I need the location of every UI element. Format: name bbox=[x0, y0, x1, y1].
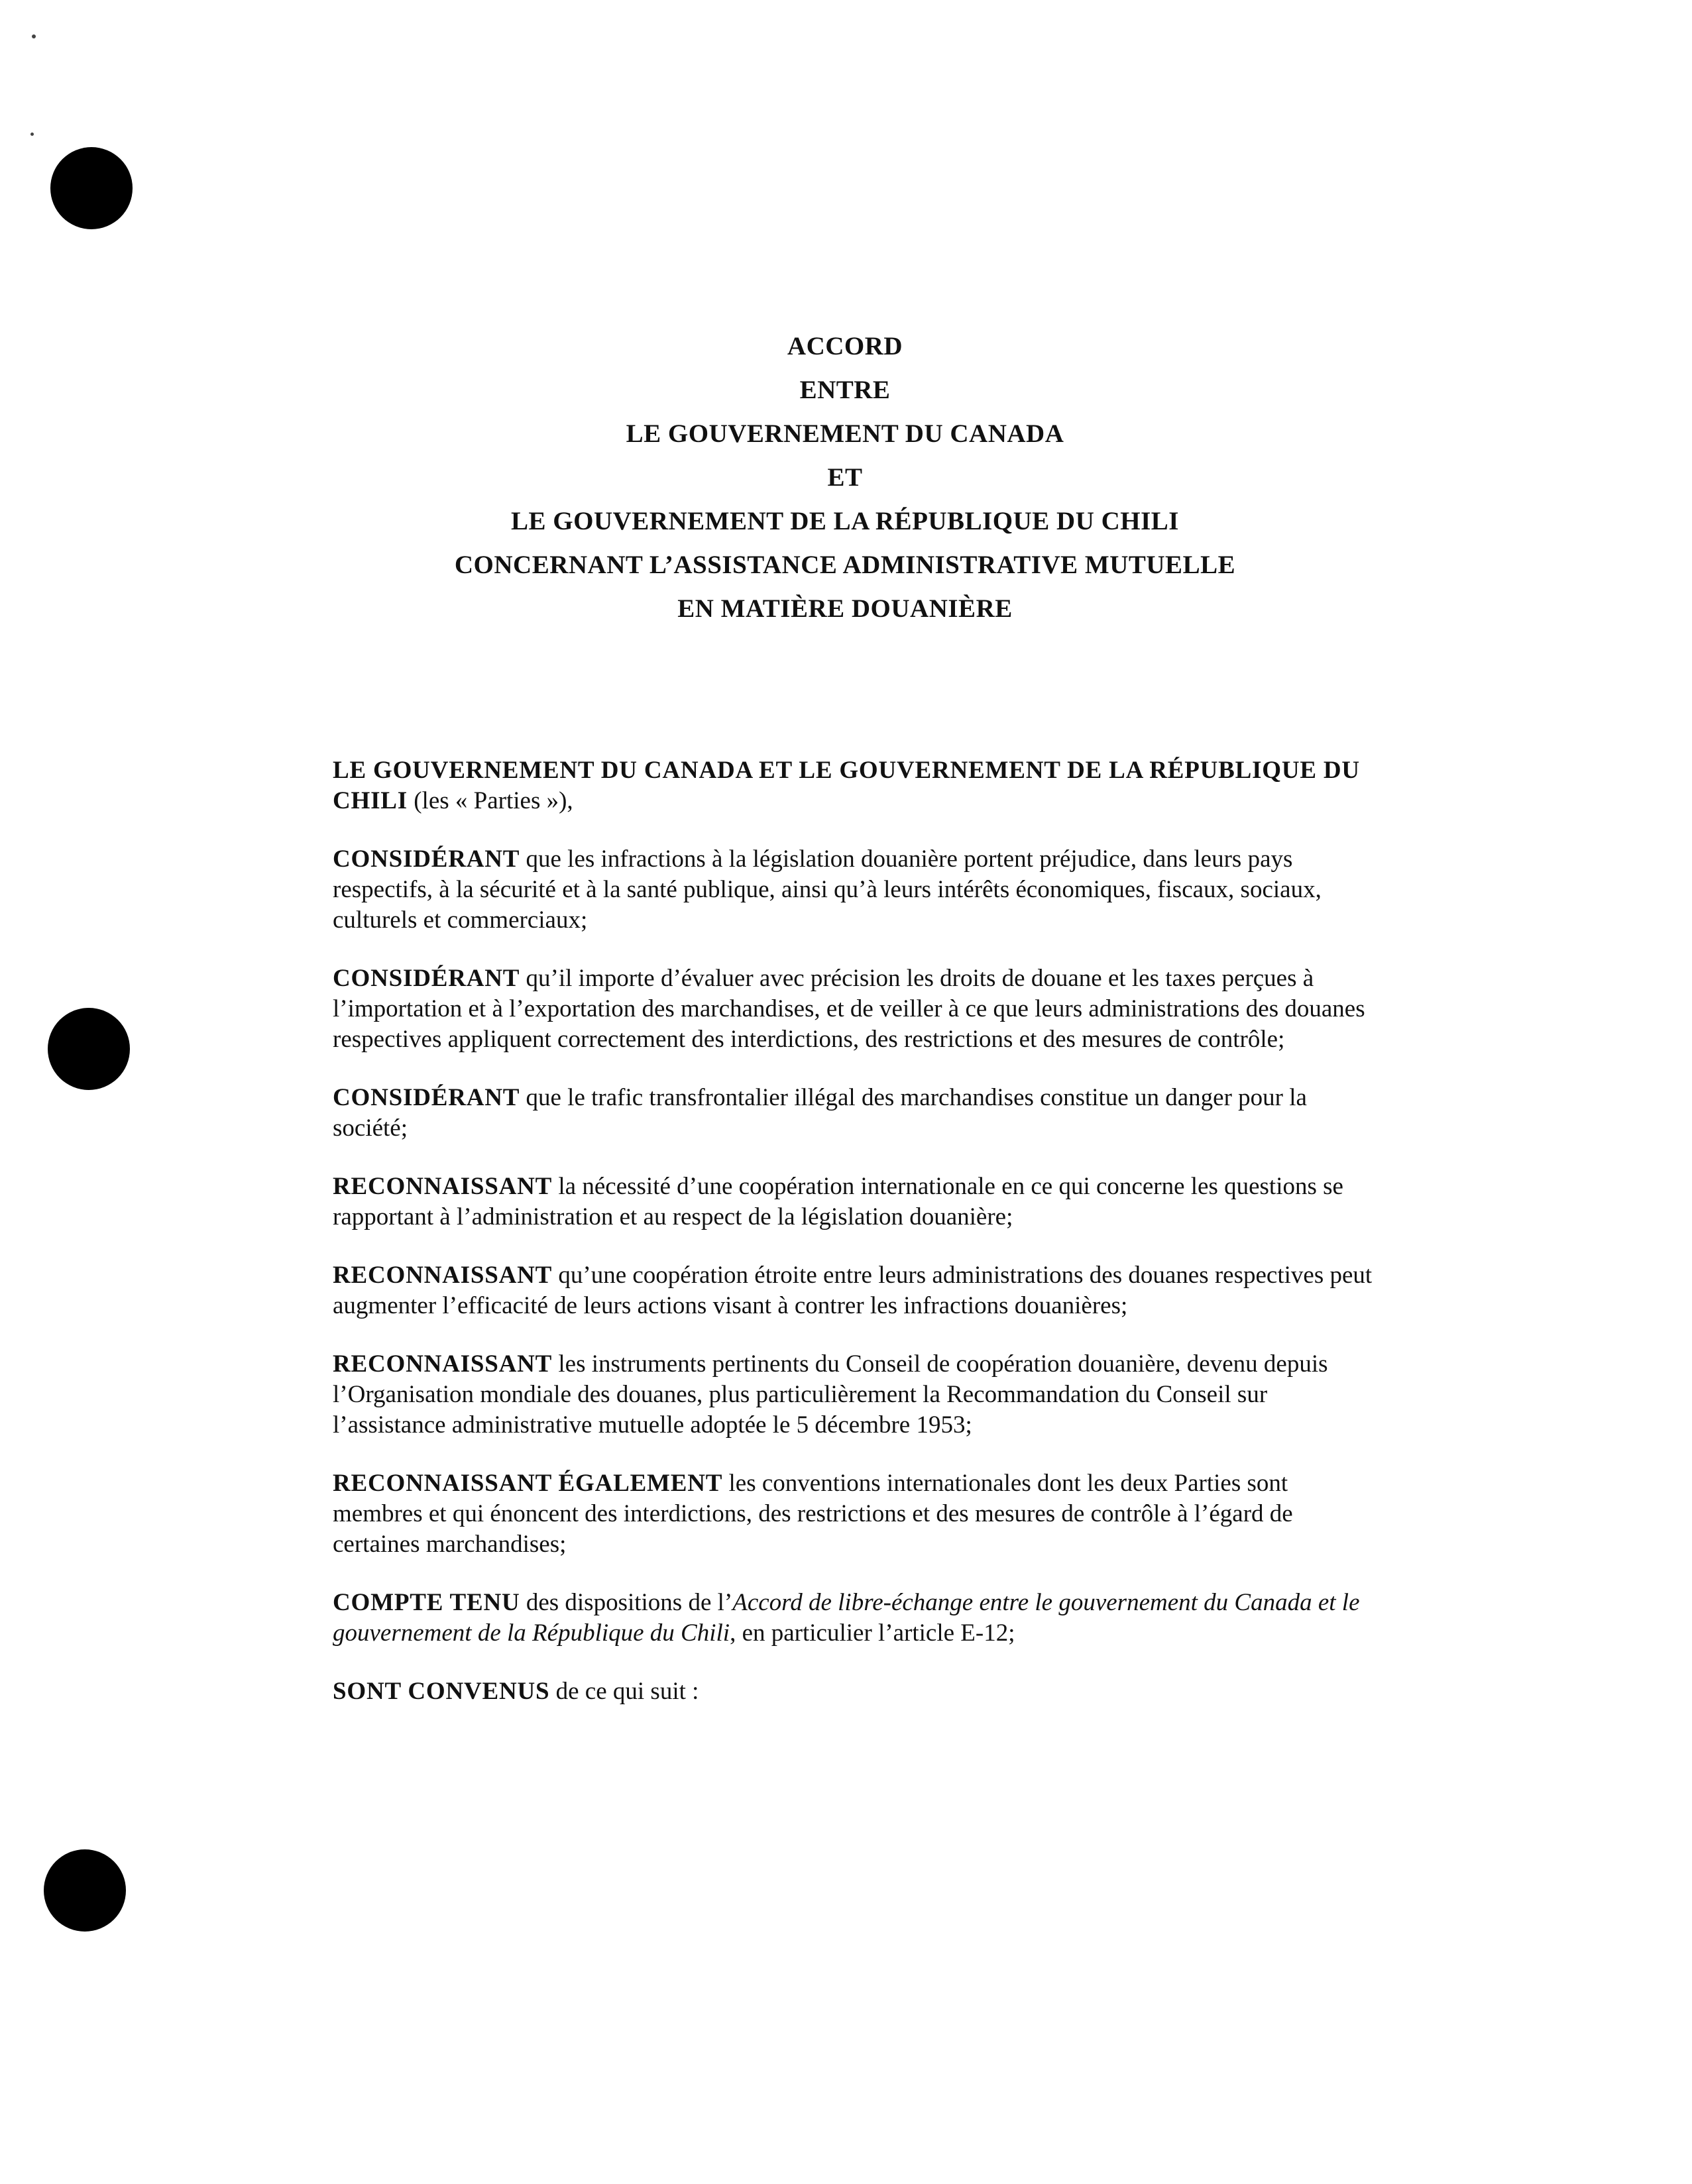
punch-hole-top bbox=[50, 147, 133, 229]
preamble-paragraph bbox=[333, 1468, 1380, 1560]
preamble-paragraph bbox=[333, 1260, 1380, 1321]
paragraph-text: les instruments pertinents du Conseil de coopération douanière, devenu depuis l’Organisation mondiale des douanes, plus particulièrement la Recommandation du Conseil sur l’assistance administrative mutuelle adoptée le 5 décembre 1953; bbox=[333, 1350, 1328, 1439]
paragraph-text: les conventions internationales dont les deux Parties sont membres et qui énoncent des interdictions, des restrictions et des mesures de contrôle à l’égard de certaines marchandises; bbox=[333, 1470, 1293, 1558]
paragraph-text: que le trafic transfrontalier illégal des marchandises constitue un danger pour la société; bbox=[333, 1084, 1307, 1142]
paragraph-text: qu’une coopération étroite entre leurs administrations des douanes respectives peut augmenter l’efficacité de leurs actions visant à contrer les infractions douanières; bbox=[333, 1262, 1373, 1319]
scan-speck bbox=[32, 34, 36, 38]
preamble-paragraph bbox=[333, 844, 1380, 936]
paragraph-text: , en particulier l’article E-12; bbox=[730, 1619, 1015, 1647]
title-line: ACCORD bbox=[787, 332, 903, 360]
title-line: EN MATIÈRE DOUANIÈRE bbox=[677, 594, 1013, 623]
punch-hole-middle bbox=[48, 1008, 130, 1090]
title-line: LE GOUVERNEMENT DU CANADA bbox=[626, 419, 1064, 448]
parties-lead: LE GOUVERNEMENT DU CANADA ET LE GOUVERNEMENT DE LA RÉPUBLIQUE DU CHILI bbox=[333, 757, 1360, 814]
scan-speck bbox=[30, 133, 34, 136]
paragraph-lead: CONSIDÉRANT bbox=[333, 965, 520, 992]
parties-paragraph bbox=[333, 755, 1380, 816]
paragraph-text: des dispositions de l’ bbox=[520, 1589, 733, 1616]
paragraph-text: de ce qui suit : bbox=[549, 1678, 699, 1705]
title-line: ET bbox=[827, 463, 863, 492]
closing-paragraph bbox=[333, 1676, 1380, 1707]
title-line: LE GOUVERNEMENT DE LA RÉPUBLIQUE DU CHILI bbox=[511, 507, 1179, 535]
paragraph-lead: RECONNAISSANT bbox=[333, 1350, 553, 1378]
preamble-paragraph bbox=[333, 1349, 1380, 1441]
paragraph-lead: SONT CONVENUS bbox=[333, 1678, 550, 1705]
parties-rest: (les « Parties »), bbox=[407, 787, 573, 814]
treaty-title: Accord de libre-échange entre le gouvernement du Canada et le gouvernement de la République du Chili bbox=[333, 1589, 1360, 1647]
title-line: ENTRE bbox=[799, 376, 891, 404]
preamble-paragraph bbox=[333, 1083, 1380, 1144]
preamble bbox=[333, 755, 1380, 1735]
paragraph-lead: CONSIDÉRANT bbox=[333, 1084, 520, 1111]
paragraph-text: que les infractions à la législation douanière portent préjudice, dans leurs pays respectifs, à la sécurité et à la santé publique, ainsi qu’à leurs intérêts économiques, fiscaux, sociaux, culturels et commerciaux; bbox=[333, 846, 1322, 934]
paragraph-lead: RECONNAISSANT ÉGALEMENT bbox=[333, 1470, 723, 1497]
compte-tenu-paragraph bbox=[333, 1588, 1380, 1649]
paragraph-lead: COMPTE TENU bbox=[333, 1589, 520, 1616]
punch-hole-bottom bbox=[44, 1849, 126, 1932]
preamble-paragraph bbox=[333, 1172, 1380, 1232]
paragraph-lead: CONSIDÉRANT bbox=[333, 846, 520, 873]
paragraph-lead: RECONNAISSANT bbox=[333, 1173, 553, 1200]
preamble-paragraph bbox=[333, 963, 1380, 1055]
paragraph-text: la nécessité d’une coopération internationale en ce qui concerne les questions se rapportant à l’administration et au respect de la législation douanière; bbox=[333, 1173, 1343, 1230]
agreement-title bbox=[371, 325, 1319, 631]
paragraph-text: qu’il importe d’évaluer avec précision les droits de douane et les taxes perçues à l’importation et à l’exportation des marchandises, et de veiller à ce que leurs administrations des douanes respectives appliquent correctement des interdictions, des restrictions et des mesures de contrôle; bbox=[333, 965, 1365, 1053]
paragraph-lead: RECONNAISSANT bbox=[333, 1262, 553, 1289]
title-line: CONCERNANT L’ASSISTANCE ADMINISTRATIVE MUTUELLE bbox=[454, 551, 1236, 579]
